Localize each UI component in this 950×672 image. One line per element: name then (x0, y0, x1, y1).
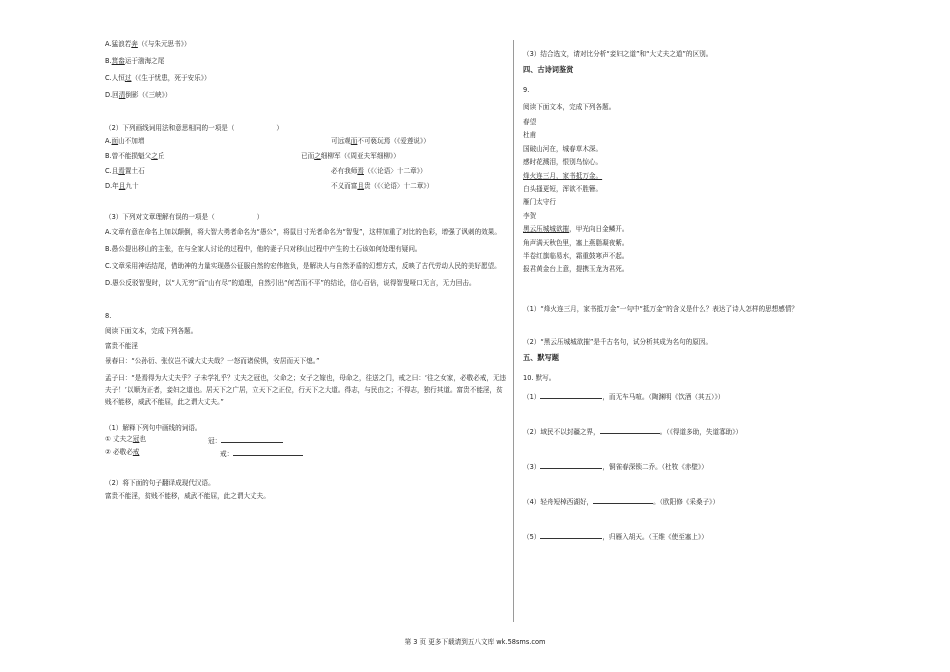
option-b-post: 细柳军（《周亚夫军细柳》） (320, 152, 400, 160)
q8-sub2: （2）将下面的句子翻译成现代汉语。 (105, 479, 215, 487)
option-b (331, 182, 433, 191)
poem2-author: 李贺 (523, 211, 537, 220)
option-b (301, 152, 400, 161)
dictation-blank[interactable] (540, 391, 602, 399)
q8-number: 8. (105, 312, 112, 320)
option-a (105, 182, 139, 190)
option-text: D.回 (105, 91, 119, 99)
poem1-author: 杜甫 (523, 131, 537, 140)
option-a-post: 山不加增 (118, 137, 145, 145)
option-source: 倒影（《三峡》） (125, 91, 172, 99)
q8-passage-title: 富贵不能淫 (105, 342, 138, 350)
q8-intro: 阅读下面文本，完成下列各题。 (105, 327, 198, 335)
option-text: A.猛浪若 (105, 40, 132, 48)
option-a (105, 137, 144, 145)
dictation-prefix: （4）轻舟短棹西湖好， (523, 497, 594, 506)
dictation-prefix: （2）域民不以封疆之界， (523, 427, 600, 436)
q7-2-option-0 (105, 137, 507, 146)
poem1-line2: 感时花溅泪，恨别鸟惊心。 (523, 158, 603, 167)
dictation-item-3 (523, 461, 885, 472)
q10-number: 10. 默写。 (523, 373, 556, 382)
section-5-heading: 五、默写题 (523, 352, 559, 362)
q8-sub2-text: 富贵不能淫，贫贱不能移，威武不能屈，此之谓大丈夫。 (105, 492, 270, 500)
poem2-line2: 角声满天秋色里，塞上燕脂凝夜紫。 (523, 238, 629, 247)
poem1-line3 (523, 170, 885, 183)
option-a-word: 焉 (118, 167, 125, 175)
q9-intro: 阅读下面文本，完成下列各题。 (523, 103, 616, 111)
option-a-post: 丘 (157, 152, 165, 160)
dictation-suffix: 。（《得道多助，失道寡助》） (659, 427, 743, 436)
poem1-line3-underlined: 烽火连三月，家书抵万金。 (523, 171, 603, 180)
option-a-post: 置土石 (124, 167, 145, 175)
poem2-line1-rest: ，甲光向日金鳞开。 (569, 225, 629, 234)
option-text: C.人恒 (105, 74, 125, 82)
option-source: 运于渤海之尾 (124, 57, 165, 65)
option-b (331, 137, 430, 146)
dictation-blank[interactable] (540, 461, 602, 469)
option-b-word: 而 (350, 137, 358, 145)
option-b-pre: 必有我师 (331, 167, 358, 175)
q8-sub1-b-label: 戒： (220, 450, 234, 458)
q9-sub2: （2）“黑云压城城欲摧”是千古名句，试分析其成为名句的原因。 (523, 337, 713, 346)
q9-sub1: （1）“烽火连三月，家书抵万金”一句中“抵万金”的含义是什么？表达了诗人怎样的思想感情？ (523, 304, 799, 313)
option-b-word: 之 (314, 152, 321, 160)
dictation-suffix: ，归雁入胡天。（王维《使至塞上》） (602, 532, 708, 541)
option-b-pre: 可远观 (331, 137, 351, 145)
poem1-line1: 国破山河在，城春草木深。 (523, 144, 603, 153)
option-underlined-word: 箕畚 (111, 57, 125, 65)
q2-title: （2）下列画线词用法和意思相同的一项是（ ） (105, 124, 283, 132)
option-b-post: 不可亵玩焉（《爱莲说》） (357, 137, 430, 145)
dictation-blank[interactable] (540, 531, 602, 539)
poem1-line4: 白头搔更短，浑欲不胜簪。 (523, 185, 603, 194)
option-a-word: 面 (111, 137, 119, 145)
dictation-item-1 (523, 391, 885, 402)
q7-2-option-1 (105, 152, 507, 161)
q7-option-0 (105, 40, 507, 49)
q8-sub1-row-a (105, 435, 507, 446)
q8-sub1-b-text: ② 必敬必 (105, 448, 133, 456)
option-a-word: 之 (151, 152, 158, 160)
q8-sub1-a-word: 冠 (132, 435, 140, 443)
option-source: （《与朱元思书》） (137, 40, 191, 48)
q7-option-1 (105, 57, 507, 66)
poem2-line1 (523, 223, 885, 236)
section-4-heading: 四、古诗词鉴赏 (523, 65, 574, 74)
q7-3-option-2: C.文章采用神话结尾，借助神的力量实现愚公征服自然的宏伟抱负，是解决人与自然矛盾的幻想方式，反映了古代劳动人民的美好愿望。 (105, 262, 501, 270)
q7-3-option-3: D.愚公反驳智叟时，以“人无穷”而“山有尽”的道理，自然引出“何苦而不平”的结论，信心百倍，说得智叟哑口无言，无力回击。 (105, 279, 476, 287)
page-footer: 第 3 页 更多下载请到五八文库 wk.58sms.com (404, 638, 546, 646)
q3-title: （3）下列对文章理解有误的一项是（ ） (105, 213, 264, 221)
option-underlined-word: 清 (118, 91, 126, 99)
option-b-post: 贵（《〈论语〉十二章》） (363, 182, 434, 190)
dictation-item-4 (523, 496, 885, 507)
option-a (105, 167, 145, 175)
dictation-item-2 (523, 426, 885, 437)
dictation-blank[interactable] (593, 496, 653, 504)
option-b-word: 且 (357, 182, 364, 190)
poem2-title: 雁门太守行 (523, 198, 556, 207)
q8-sub3: （3）结合选文，请对比分析“妾妇之道”和“大丈夫之道”的区别。 (523, 50, 713, 58)
dictation-prefix: （5） (523, 532, 541, 541)
poem2-line1-underlined: 黑云压城城欲摧 (523, 225, 570, 234)
dictation-blank[interactable] (600, 426, 660, 434)
answer-blank-jie[interactable] (233, 448, 303, 456)
q8-sub1-a-text: ① 丈夫之 (105, 435, 133, 443)
option-b-post: （《〈论语〉十二章》） (363, 167, 427, 175)
dictation-suffix: ，铜雀春深锁二乔。（杜牧《赤壁》） (602, 462, 708, 471)
dictation-prefix: （3） (523, 462, 541, 471)
q8-sub1-a-label: 冠： (208, 437, 222, 445)
dictation-item-5 (523, 531, 885, 542)
option-b-word: 焉 (357, 167, 364, 175)
q7-2-option-3 (105, 182, 507, 191)
q8-sub1-b-word: 戒 (132, 448, 140, 456)
column-divider (513, 40, 514, 622)
poem2-line3: 半卷红旗临易水，霜重鼓寒声不起。 (523, 252, 629, 261)
option-underlined-word: 奔 (131, 40, 138, 48)
q9-number: 9. (523, 86, 530, 94)
option-a-pre: D.年 (105, 182, 119, 190)
left-column (105, 40, 507, 501)
q8-sub1-a-post: 也 (139, 435, 146, 443)
q8-sub1-row-b (105, 448, 507, 459)
dictation-prefix: （1） (523, 392, 541, 401)
option-underlined-word: 过 (124, 74, 132, 82)
q8-sub1: （1）解释下列句中画线的词语。 (105, 424, 202, 432)
q7-3-option-0: A.文章有意在命名上加以颠倒，将大智大勇者命名为“愚公”，将鼠目寸光者命名为“智叟”，这样加重了对比的色彩，增强了讽刺的效果。 (105, 228, 501, 236)
answer-blank-guan[interactable] (221, 435, 283, 443)
option-a-pre: A. (105, 137, 112, 145)
option-text: B. (105, 57, 112, 65)
option-b (331, 167, 427, 176)
option-a-word: 且 (118, 182, 126, 190)
option-b-pre: 已而 (301, 152, 315, 160)
right-column (523, 40, 885, 542)
option-source: （《生于忧患，死于安乐》） (131, 74, 211, 82)
q8-passage-p2: 孟子曰：“是焉得为大丈夫乎？子未学礼乎？丈夫之冠也，父命之；女子之嫁也，母命之，往送之门，戒之曰：‘往之女家，必敬必戒，无违夫子！’以顺为正者，妾妇之道也。居天下之广居，立天下之正位，行天下之大道。得志，与民由之；不得志，独行其道。富贵不能淫，贫贱不能移，威武不能屈，此之谓大丈夫。” (105, 374, 507, 406)
dictation-suffix: ，而无车马喧。（陶渊明《饮酒（其五）》） (602, 392, 725, 401)
option-a-post: 九十 (125, 182, 139, 190)
q7-option-2 (105, 74, 507, 83)
poem1-title: 春望 (523, 118, 537, 126)
poem2-line4: 报君黄金台上意，提携玉龙为君死。 (523, 265, 629, 274)
option-a-pre: C.且 (105, 167, 119, 175)
option-a (105, 152, 164, 160)
q7-3-option-1: B.愚公提出移山的主张，在与全家人讨论的过程中，他的妻子只对移山过程中产生的土石该如何处理有疑问。 (105, 245, 422, 253)
q7-option-3 (105, 91, 507, 100)
dictation-suffix: 。（欧阳修《采桑子》） (653, 497, 720, 506)
q8-passage-p1: 景春曰：“公孙衍、张仪岂不诚大丈夫哉？一怒而诸侯惧，安居而天下熄。” (105, 357, 320, 365)
q7-2-option-2 (105, 167, 507, 176)
option-a-pre: B.曾不能损魁父 (105, 152, 152, 160)
option-b-pre: 不义而富 (331, 182, 358, 190)
